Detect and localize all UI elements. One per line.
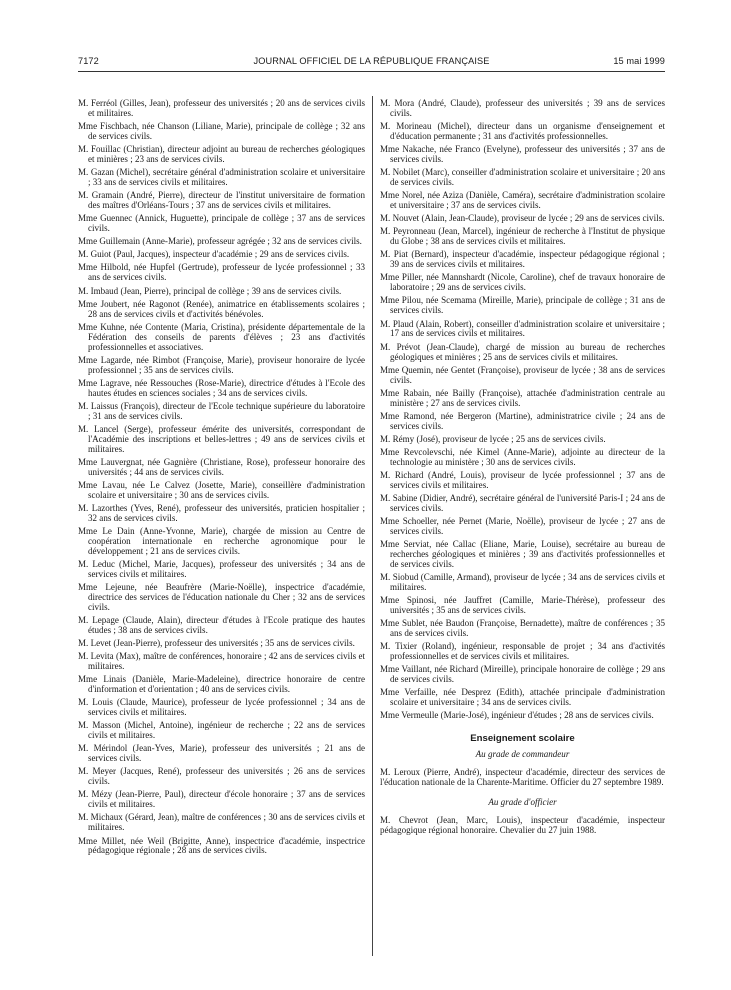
list-item: Mme Hilbold, née Hupfel (Gertrude), professeur de lycée professionnel ; 33 ans de services civils.: [78, 262, 365, 283]
list-item: Mme Kuhne, née Contente (Maria, Cristina), présidente départementale de la Fédération des conseils de parents d'élèves ; 23 ans d'activités professionnelles et associatives.: [78, 321, 365, 352]
list-item: Mme Schoeller, née Pernet (Marie, Noëlle), proviseur de lycée ; 27 ans de services civils.: [380, 515, 665, 536]
list-item: M. Nouvet (Alain, Jean-Claude), proviseur de lycée ; 29 ans de services civils.: [380, 213, 665, 224]
list-item: M. Meyer (Jacques, René), professeur des universités ; 26 ans de services civils.: [78, 766, 365, 787]
list-item: Mme Guennec (Annick, Huguette), principale de collège ; 37 ans de services civils.: [78, 213, 365, 234]
list-item: M. Lancel (Serge), professeur émérite des universités, correspondant de l'Académie des inscriptions et belles-lettres ; 49 ans de services civils et militaires.: [78, 423, 365, 454]
list-item: Mme Lagrave, née Ressouches (Rose-Marie), directrice d'études à l'Ecole des hautes études en sciences sociales ; 34 ans de services civils.: [78, 377, 365, 398]
header-rule: [78, 71, 665, 72]
list-item: M. Richard (André, Louis), proviseur de lycée professionnel ; 37 ans de services civils et militaires.: [380, 469, 665, 490]
list-item: M. Lepage (Claude, Alain), directeur d'études à l'Ecole pratique des hautes études ; 38 ans de services civils.: [78, 614, 365, 635]
list-item: M. Mézy (Jean-Pierre, Paul), directeur d'école honoraire ; 37 ans de services civils et militaires.: [78, 789, 365, 810]
list-item: M. Mérindol (Jean-Yves, Marie), professeur des universités ; 21 ans de services civils.: [78, 743, 365, 764]
publication-date: 15 mai 1999: [613, 56, 665, 66]
list-item: M. Louis (Claude, Maurice), professeur de lycée professionnel ; 34 ans de services civils et militaires.: [78, 697, 365, 718]
list-item: Mme Le Dain (Anne-Yvonne, Marie), chargée de mission au Centre de coopération internationale en recherche agronomique pour le développement ; 21 ans de services civils.: [78, 525, 365, 556]
list-item: Mme Lejeune, née Beaufrère (Marie-Noëlle), inspectrice d'académie, directrice des services de l'éducation nationale du Cher ; 32 ans de services civils.: [78, 581, 365, 612]
list-item: Mme Lagarde, née Rimbot (Françoise, Marie), proviseur honoraire de lycée professionnel ; 35 ans de services civils.: [78, 354, 365, 375]
list-item: M. Gramain (André, Pierre), directeur de l'institut universitaire de formation des maîtres d'Orléans-Tours ; 37 ans de services civils et militaires.: [78, 190, 365, 211]
list-item: M. Mora (André, Claude), professeur des universités ; 39 ans de services civils.: [380, 98, 665, 118]
list-item: Mme Guillemain (Anne-Marie), professeur agrégée ; 32 ans de services civils.: [78, 236, 362, 247]
list-item: Mme Rabain, née Bailly (Françoise), attachée d'administration centrale au ministère ; 27 ans de services civils.: [380, 387, 665, 408]
page-number: 7172: [78, 56, 99, 66]
list-item: M. Michaux (Gérard, Jean), maître de conférences ; 30 ans de services civils et militaires.: [78, 812, 365, 833]
list-item: Mme Spinosi, née Jauffret (Camille, Marie-Thérèse), professeur des universités ; 35 ans de services civils.: [380, 595, 665, 616]
list-item: Mme Linais (Danièle, Marie-Madeleine), directrice honoraire de centre d'information et d'orientation ; 40 ans de services civils.: [78, 674, 365, 695]
list-item: M. Laissus (François), directeur de l'Ecole technique supérieure du laboratoire ; 31 ans de services civils.: [78, 400, 365, 421]
grade-commandeur-heading: Au grade de commandeur: [475, 749, 570, 760]
list-item: M. Fouillac (Christian), directeur adjoint au bureau de recherches géologiques et minières ; 23 ans de services civils.: [78, 144, 365, 165]
list-item: Mme Verfaille, née Desprez (Edith), attachée principale d'administration scolaire et universitaire ; 34 ans de services civils.: [380, 687, 665, 708]
list-item: Mme Vaillant, née Richard (Mireille), principale honoraire de collège ; 29 ans de services civils.: [380, 664, 665, 685]
list-item: M. Lazorthes (Yves, René), professeur des universités, praticien hospitalier ; 32 ans de services civils.: [78, 502, 365, 523]
list-item: M. Sabine (Didier, André), secrétaire général de l'université Paris-I ; 24 ans de services civils.: [380, 492, 665, 513]
list-item: M. Plaud (Alain, Robert), conseiller d'administration scolaire et universitaire ; 17 ans de services civils et militaires.: [380, 318, 665, 339]
list-item: Mme Vermeulle (Marie-José), ingénieur d'études ; 28 ans de services civils.: [380, 710, 654, 721]
left-column: [78, 99, 365, 860]
list-item: Mme Fischbach, née Chanson (Liliane, Marie), principale de collège ; 32 ans de services civils.: [78, 121, 365, 141]
list-item: Mme Pilou, née Scemama (Mireille, Marie), principale de collège ; 31 ans de services civils.: [380, 295, 665, 316]
list-item: Mme Quemin, née Gentet (Françoise), proviseur de lycée ; 38 ans de services civils.: [380, 364, 665, 385]
list-item: Mme Revcolevschi, née Kimel (Anne-Marie), adjointe au directeur de la technologie au ministère ; 30 ans de services civils.: [380, 446, 665, 467]
right-column-list: [380, 99, 665, 721]
list-item: M. Rémy (José), proviseur de lycée ; 25 ans de services civils.: [380, 433, 606, 444]
officier-entry: M. Chevrot (Jean, Marc, Louis), inspecteur d'académie, inspecteur pédagogique régional honoraire. Chevalier du 27 juin 1988.: [380, 815, 665, 835]
commandeur-entry: M. Leroux (Pierre, André), inspecteur d'académie, directeur des services de l'éducation nationale de la Charente-Maritime. Officier du 27 septembre 1989.: [380, 767, 665, 788]
journal-title: JOURNAL OFFICIEL DE LA RÉPUBLIQUE FRANÇAISE: [253, 56, 490, 66]
list-item: Mme Piller, née Mannshardt (Nicole, Caroline), chef de travaux honoraire de laboratoire ; 29 ans de services civils.: [380, 272, 665, 293]
list-item: M. Levita (Max), maître de conférences, honoraire ; 42 ans de services civils et militaires.: [78, 651, 365, 672]
list-item: M. Gazan (Michel), secrétaire général d'administration scolaire et universitaire ; 33 ans de services civils et militaires.: [78, 167, 365, 188]
section-title: Enseignement scolaire: [470, 733, 575, 745]
list-item: Mme Sublet, née Baudon (Françoise, Bernadette), maître de conférences ; 35 ans de services civils.: [380, 618, 665, 639]
list-item: M. Morineau (Michel), directeur dans un organisme d'enseignement et d'éducation permanente ; 31 ans d'activités professionnelles.: [380, 121, 665, 141]
right-column: [380, 99, 665, 839]
page-header: [78, 56, 665, 70]
list-item: M. Nobilet (Marc), conseiller d'administration scolaire et universitaire ; 20 ans de services civils.: [380, 167, 665, 188]
list-item: Mme Serviat, née Callac (Eliane, Marie, Louise), secrétaire au bureau de recherches géologiques et minières ; 39 ans d'activités professionnelles et de services civils.: [380, 539, 665, 569]
list-item: Mme Nakache, née Franco (Evelyne), professeur des universités ; 37 ans de services civils.: [380, 144, 665, 165]
list-item: M. Siobud (Camille, Armand), proviseur de lycée ; 34 ans de services civils et militaires.: [380, 572, 665, 592]
list-item: M. Masson (Michel, Antoine), ingénieur de recherche ; 22 ans de services civils et militaires.: [78, 720, 365, 741]
list-item: M. Piat (Bernard), inspecteur d'académie, inspecteur pédagogique régional ; 39 ans de services civils et militaires.: [380, 249, 665, 270]
list-item: M. Prévot (Jean-Claude), chargé de mission au bureau de recherches géologiques et minières ; 25 ans de services civils et militaires.: [380, 341, 665, 362]
list-item: M. Imbaud (Jean, Pierre), principal de collège ; 39 ans de services civils.: [78, 285, 342, 296]
list-item: M. Peyronneau (Jean, Marcel), ingénieur de recherche à l'Institut de physique du Globe ; 38 ans de services civils et militaires.: [380, 226, 665, 247]
list-item: Mme Joubert, née Ragonot (Renée), animatrice en établissements scolaires ; 28 ans de services civils et d'activités bénévoles.: [78, 298, 365, 319]
list-item: Mme Millet, née Weil (Brigitte, Anne), inspectrice d'académie, inspectrice pédagogique régionale ; 28 ans de services civils.: [78, 835, 365, 856]
list-item: Mme Lavau, née Le Calvez (Josette, Marie), conseillère d'administration scolaire et universitaire ; 30 ans de services civils.: [78, 479, 365, 500]
list-item: M. Ferréol (Gilles, Jean), professeur des universités ; 20 ans de services civils et militaires.: [78, 98, 365, 118]
list-item: M. Leduc (Michel, Marie, Jacques), professeur des universités ; 34 ans de services civils et militaires.: [78, 558, 365, 579]
list-item: Mme Lauvergnat, née Gagnière (Christiane, Rose), professeur honoraire des universités ; 44 ans de services civils.: [78, 456, 365, 477]
list-item: M. Levet (Jean-Pierre), professeur des universités ; 35 ans de services civils.: [78, 638, 355, 649]
list-item: M. Guiot (Paul, Jacques), inspecteur d'académie ; 29 ans de services civils.: [78, 249, 350, 260]
list-item: Mme Ramond, née Bergeron (Martine), administratrice civile ; 24 ans de services civils.: [380, 410, 665, 431]
column-divider: [372, 96, 373, 956]
list-item: Mme Norel, née Aziza (Danièle, Caméra), secrétaire d'administration scolaire et universitaire ; 37 ans de services civils.: [380, 190, 665, 211]
list-item: M. Tixier (Roland), ingénieur, responsable de projet ; 34 ans d'activités professionnelles et de services civils et militaires.: [380, 641, 665, 662]
grade-officier-heading: Au grade d'officier: [488, 797, 557, 808]
